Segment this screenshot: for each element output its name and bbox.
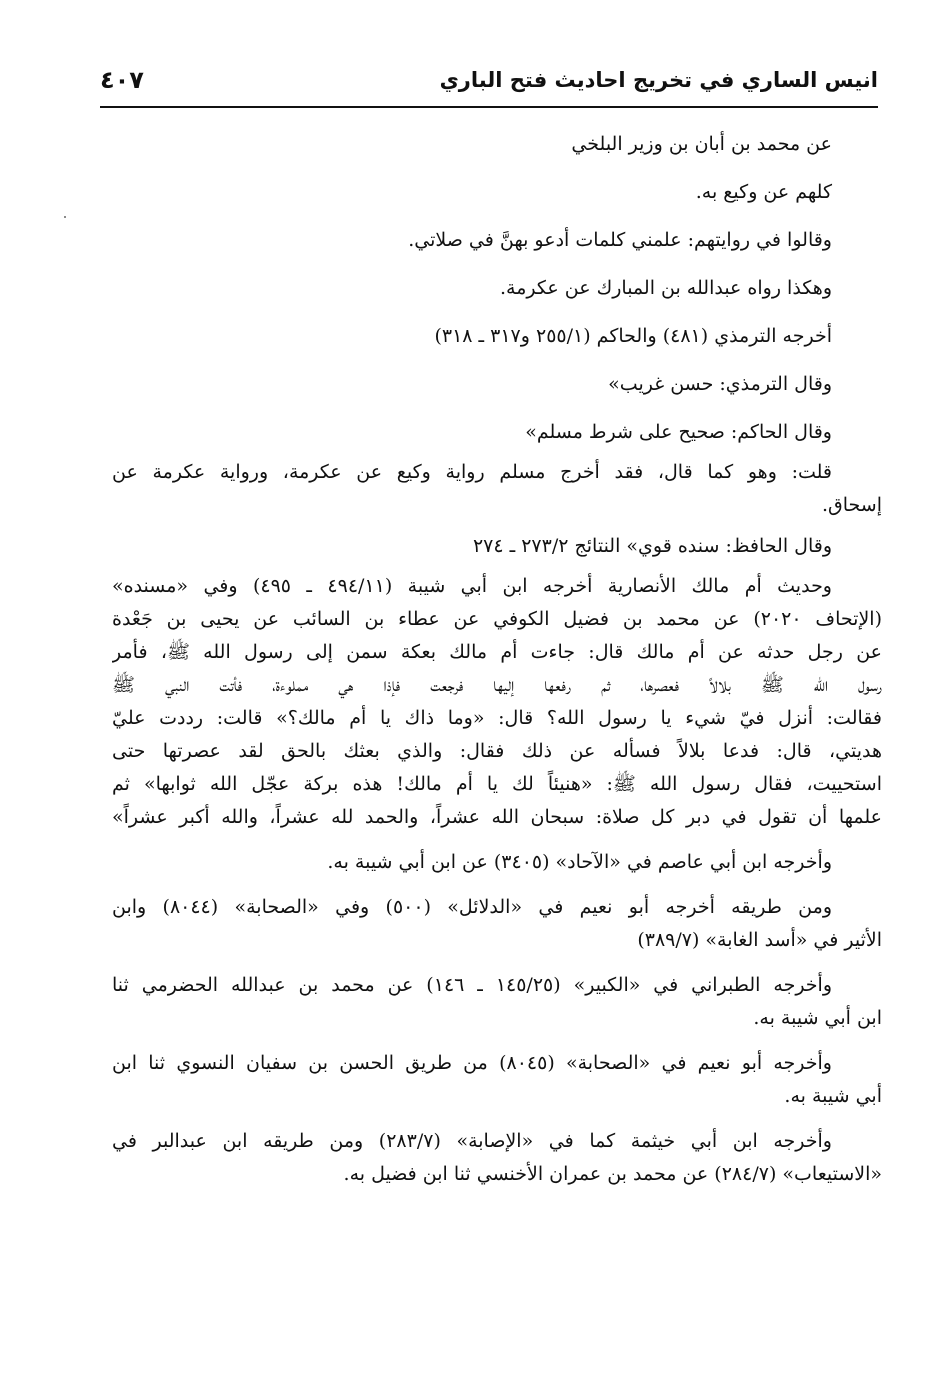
text-line: وأخرجه الطبراني في «الكبير» (١٤٥/٢٥ ـ ١٤٦) عن محمد بن عبدالله الحضرمي ثنا (112, 974, 832, 996)
text-line: وأخرجه ابن أبي خيثمة كما في «الإصابة» (٢٨٣/٧) ومن طريقه ابن عبدالبر في (112, 1130, 832, 1152)
text-line: كلهم عن وكيع به. (695, 181, 832, 203)
text-line: (الإتحاف ٢٠٢٠) عن محمد بن فضيل الكوفي عن عطاء بن السائب عن يحيى بن جَعْدة (112, 608, 882, 630)
text-line: «الاستيعاب» (٢٨٤/٧) عن محمد بن عمران الأخنسي ثنا ابن فضيل به. (343, 1163, 882, 1185)
text-line: وقالوا في روايتهم: علمني كلمات أدعو بهنَّ في صلاتي. (408, 229, 832, 251)
text-line: الأثير في «أسد الغابة» (٣٨٩/٧) (637, 929, 882, 951)
text-line: وهكذا رواه عبدالله بن المبارك عن عكرمة. (499, 277, 832, 299)
text-line: علمها أن تقول في دبر كل صلاة: سبحان الله عشراً، والحمد لله عشراً، والله أكبر عشراً» (112, 806, 882, 828)
body-text (112, 120, 882, 1191)
text-line: رسول الله ﷺ بلالاً فعصرها، ثم رفعها إليها فرجعت فإذا هي مملوءة، فأتت النبي ﷺ (112, 674, 882, 696)
text-line: وقال الترمذي: حسن غريب» (608, 373, 832, 395)
page-header (100, 62, 878, 108)
text-line: قلت: وهو كما قال، فقد أخرج مسلم رواية وكيع عن عكرمة، ورواية عكرمة عن (112, 461, 832, 483)
text-line: فقالت: أنزل فيّ شيء يا رسول الله؟ قال: «وما ذاك يا أم مالك؟» قالت: رددت عليّ (112, 707, 882, 729)
text-line: وقال الحاكم: صحيح على شرط مسلم» (525, 421, 832, 443)
text-line: عن محمد بن أبان بن وزير البلخي (571, 133, 832, 155)
text-line: استحييت، فقال رسول الله ﷺ: «هنيئاً لك يا أم مالك! هذه بركة عجّل الله ثوابها» ثم (112, 773, 882, 795)
text-line: هديتي، قال: فدعا بلالاً فسأله عن ذلك فقال: والذي بعثك بالحق لقد عصرتها حتى (112, 740, 882, 762)
text-line: عن رجل حدثه عن أم مالك قال: جاءت أم مالك بعكة سمن إلى رسول الله ﷺ، فأمر (112, 641, 882, 663)
text-line: وقال الحافظ: سنده قوي» النتائج ٢٧٣/٢ ـ ٢٧٤ (472, 535, 832, 557)
text-line: أخرجه الترمذي (٤٨١) والحاكم (٢٥٥/١ و٣١٧ ـ ٣١٨) (434, 325, 832, 347)
text-line: وأخرجه ابن أبي عاصم في «الآحاد» (٣٤٠٥) عن ابن أبي شيبة به. (327, 851, 832, 873)
text-line: وأخرجه أبو نعيم في «الصحابة» (٨٠٤٥) من طريق الحسن بن سفيان النسوي ثنا ابن (112, 1052, 832, 1074)
text-line: إسحاق. (821, 494, 882, 516)
text-line: أبي شيبة به. (784, 1085, 882, 1107)
running-title: انيس الساري في تخريج احاديث فتح الباري (439, 68, 878, 92)
hadith-opening-line: وحديث أم مالك الأنصارية أخرجه ابن أبي شيبة (٤٩٤/١١ ـ ٤٩٥) وفي «مسنده» (112, 575, 832, 597)
scan-speck (64, 216, 66, 218)
text-line: ابن أبي شيبة به. (753, 1007, 882, 1029)
page-number: ٤٠٧ (100, 66, 144, 94)
text-line: ومن طريقه أخرجه أبو نعيم في «الدلائل» (٥٠٠) وفي «الصحابة» (٨٠٤٤) وابن (112, 896, 832, 918)
